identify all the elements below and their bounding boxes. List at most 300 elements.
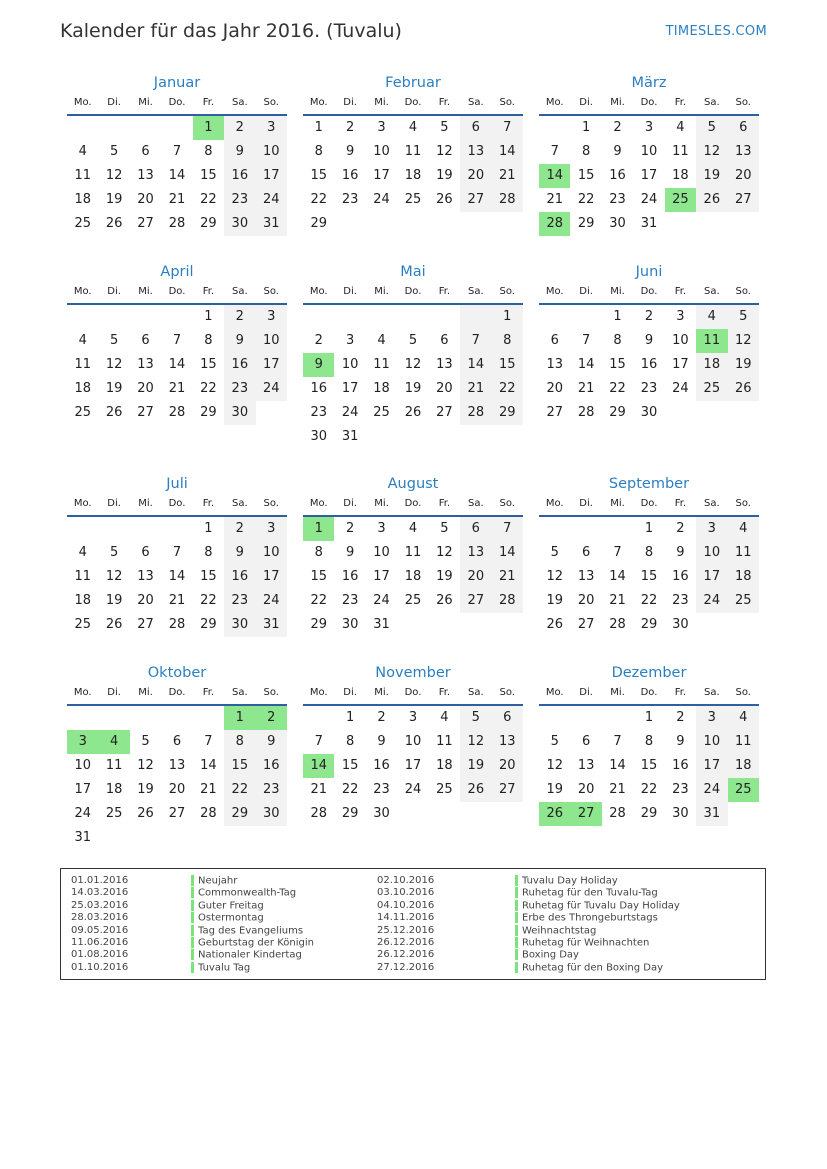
- day-cell: 1: [644, 521, 654, 536]
- weekday-label: Sa.: [231, 97, 248, 108]
- day-cell: 11: [728, 730, 759, 754]
- month-2: [303, 72, 523, 236]
- day-cell: 31: [256, 613, 287, 637]
- day-cell: 8: [581, 144, 591, 159]
- month-name: August: [387, 476, 439, 492]
- day-cell: 11: [74, 569, 91, 584]
- day-cell: 10: [696, 730, 727, 754]
- day-cell: 13: [137, 569, 154, 584]
- day-cell: 22: [577, 192, 595, 207]
- legend-date: 14.11.2016: [377, 912, 435, 924]
- day-cell: 25: [728, 778, 759, 802]
- day-cell: 6: [141, 545, 150, 560]
- day-cell: 12: [728, 329, 759, 353]
- day-cell: 6: [492, 706, 523, 730]
- empty-cell: [602, 706, 633, 730]
- day-cell: 2: [676, 710, 685, 725]
- weekday-label: Di.: [343, 498, 357, 509]
- weekday-label: Di.: [107, 286, 121, 297]
- day-cell: 9: [676, 734, 685, 749]
- legend-holiday: [515, 875, 680, 887]
- day-cell: 24: [74, 806, 91, 821]
- day-cell: 11: [728, 541, 759, 565]
- day-cell: 9: [224, 140, 255, 164]
- day-cell: 25: [105, 806, 123, 821]
- day-cell: 17: [404, 758, 422, 773]
- day-cell: 8: [613, 333, 622, 348]
- day-cell: 28: [168, 617, 186, 632]
- day-cell: 23: [640, 381, 658, 396]
- legend-date: 03.10.2016: [377, 887, 435, 899]
- weekday-label: Di.: [343, 687, 357, 698]
- weekday-label: So.: [499, 97, 515, 108]
- day-cell: 8: [204, 333, 213, 348]
- day-cell: 18: [74, 593, 91, 608]
- day-cell: 23: [341, 192, 359, 207]
- day-cell: 27: [460, 589, 491, 613]
- day-cell: 29: [341, 806, 359, 821]
- day-cell: 13: [137, 357, 154, 372]
- weekday-header: [539, 94, 759, 116]
- day-cell: 3: [67, 730, 98, 754]
- day-cell: 20: [460, 164, 491, 188]
- day-cell: 28: [492, 188, 523, 212]
- day-cell: 5: [141, 734, 150, 749]
- day-cell: 27: [137, 405, 154, 420]
- weekday-label: Mo.: [309, 286, 328, 297]
- day-cell: 19: [105, 381, 123, 396]
- day-cell: 22: [640, 593, 658, 608]
- weekday-label: Do.: [404, 286, 422, 297]
- day-cell: 24: [640, 192, 658, 207]
- day-cell: 26: [105, 405, 123, 420]
- day-cell: 26: [404, 405, 422, 420]
- day-cell: 20: [460, 565, 491, 589]
- day-cell: 19: [436, 569, 453, 584]
- day-cell: 6: [581, 734, 591, 749]
- day-cell: 8: [644, 545, 654, 560]
- day-cell: 14: [168, 569, 186, 584]
- day-cell: 1: [644, 710, 654, 725]
- day-cell: 9: [224, 329, 255, 353]
- day-cell: 18: [404, 569, 422, 584]
- weekday-label: Do.: [640, 286, 658, 297]
- day-cell: 16: [224, 164, 255, 188]
- day-cell: 7: [613, 545, 622, 560]
- day-cell: 27: [137, 617, 154, 632]
- legend-holiday-name: Boxing Day: [522, 949, 579, 961]
- weekday-header: [67, 283, 287, 305]
- day-cell: 15: [341, 758, 359, 773]
- day-cell: 9: [303, 353, 334, 377]
- day-cell: 20: [137, 381, 154, 396]
- day-cell: 26: [728, 377, 759, 401]
- weekday-label: Mi.: [374, 97, 389, 108]
- weekday-label: Mo.: [545, 97, 564, 108]
- day-cell: 26: [105, 617, 123, 632]
- day-cell: 4: [728, 706, 759, 730]
- day-cell: 27: [577, 617, 595, 632]
- empty-cell: [460, 305, 491, 329]
- weekday-label: Do.: [640, 498, 658, 509]
- day-cell: 16: [224, 353, 255, 377]
- legend-marker: [515, 875, 518, 886]
- legend-holiday: [515, 925, 680, 937]
- legend-holiday-name: Commonwealth-Tag: [198, 887, 297, 899]
- day-cell: 18: [105, 782, 123, 797]
- weekday-label: Sa.: [467, 498, 484, 509]
- legend-date: 26.12.2016: [377, 949, 435, 961]
- day-cell: 3: [408, 710, 418, 725]
- empty-cell: [539, 305, 570, 329]
- weekday-label: Mo.: [545, 687, 564, 698]
- day-cell: 31: [373, 617, 390, 632]
- empty-cell: [161, 305, 192, 329]
- day-cell: 30: [672, 617, 689, 632]
- legend-holiday: [515, 962, 680, 974]
- day-cell: 24: [373, 192, 390, 207]
- day-cell: 10: [373, 545, 390, 560]
- day-cell: 26: [137, 806, 154, 821]
- day-cell: 17: [256, 353, 287, 377]
- page-title: Kalender für das Jahr 2016. (Tuvalu): [60, 20, 402, 42]
- month-name: Mai: [400, 264, 426, 280]
- month-5: [303, 261, 523, 449]
- legend-holiday: [191, 875, 314, 887]
- legend-date: 09.05.2016: [71, 924, 129, 936]
- legend-holiday: [515, 887, 680, 899]
- weekday-label: Fr.: [438, 286, 451, 297]
- legend-marker: [191, 937, 194, 948]
- day-grid: [303, 517, 523, 637]
- weekday-label: Fr.: [674, 498, 687, 509]
- day-cell: 5: [109, 144, 119, 159]
- weekday-label: Fr.: [202, 498, 215, 509]
- legend-holiday-name: Tuvalu Day Holiday: [522, 875, 618, 887]
- day-cell: 30: [341, 617, 359, 632]
- day-cell: 9: [345, 545, 355, 560]
- day-cell: 12: [105, 569, 123, 584]
- weekday-header: [303, 495, 523, 517]
- weekday-label: Mo.: [309, 498, 328, 509]
- day-cell: 10: [256, 140, 287, 164]
- day-cell: 23: [341, 593, 359, 608]
- day-cell: 6: [440, 333, 449, 348]
- weekday-label: Mo.: [309, 687, 328, 698]
- day-cell: 25: [74, 617, 91, 632]
- empty-cell: [130, 116, 161, 140]
- day-cell: 9: [644, 333, 654, 348]
- day-cell: 22: [310, 593, 327, 608]
- day-cell: 19: [546, 782, 563, 797]
- day-cell: 2: [314, 333, 323, 348]
- empty-cell: [161, 116, 192, 140]
- weekday-label: Sa.: [467, 687, 484, 698]
- empty-cell: [67, 305, 98, 329]
- legend-holiday: [515, 912, 680, 924]
- day-cell: 29: [310, 216, 327, 231]
- weekday-label: Mo.: [73, 97, 92, 108]
- day-cell: 23: [224, 377, 255, 401]
- day-cell: 10: [74, 758, 91, 773]
- day-cell: 26: [546, 617, 563, 632]
- day-cell: 29: [200, 405, 217, 420]
- day-cell: 13: [546, 357, 563, 372]
- day-cell: 17: [373, 168, 390, 183]
- weekday-label: Sa.: [703, 498, 720, 509]
- day-cell: 8: [224, 730, 255, 754]
- day-cell: 1: [204, 309, 213, 324]
- month-name: Januar: [153, 75, 201, 91]
- legend-holiday-name: Weihnachtstag: [522, 925, 597, 937]
- day-cell: 9: [224, 541, 255, 565]
- day-cell: 15: [609, 357, 626, 372]
- weekday-header: [303, 684, 523, 706]
- month-8: [303, 473, 523, 637]
- legend-names-left: [191, 875, 314, 974]
- day-cell: 25: [373, 405, 390, 420]
- legend-marker: [515, 925, 518, 936]
- day-cell: 2: [224, 517, 255, 541]
- day-cell: 4: [408, 120, 418, 135]
- legend-date: 25.12.2016: [377, 924, 435, 936]
- day-cell: 26: [539, 802, 570, 826]
- day-cell: 2: [345, 521, 355, 536]
- day-cell: 18: [74, 381, 91, 396]
- day-cell: 3: [377, 120, 386, 135]
- day-cell: 21: [168, 192, 186, 207]
- day-cell: 17: [640, 168, 658, 183]
- day-cell: 12: [546, 758, 563, 773]
- day-cell: 5: [109, 545, 119, 560]
- weekday-header: [539, 684, 759, 706]
- day-cell: 29: [310, 617, 327, 632]
- day-cell: 2: [613, 120, 622, 135]
- weekday-label: Fr.: [202, 97, 215, 108]
- day-cell: 22: [200, 381, 217, 396]
- day-cell: 3: [256, 305, 287, 329]
- day-cell: 10: [640, 144, 658, 159]
- weekday-header: [67, 495, 287, 517]
- day-cell: 17: [672, 357, 689, 372]
- day-grid: [303, 305, 523, 449]
- day-cell: 3: [696, 706, 727, 730]
- weekday-label: So.: [263, 498, 279, 509]
- day-cell: 27: [570, 802, 601, 826]
- brand-logo-text[interactable]: TIMESLES.COM: [665, 24, 767, 39]
- weekday-label: Mi.: [138, 97, 153, 108]
- empty-cell: [539, 517, 570, 541]
- day-cell: 3: [696, 517, 727, 541]
- weekday-label: So.: [499, 498, 515, 509]
- day-cell: 25: [665, 188, 696, 212]
- day-cell: 24: [256, 589, 287, 613]
- empty-cell: [539, 706, 570, 730]
- day-cell: 20: [137, 593, 154, 608]
- day-grid: [539, 305, 759, 425]
- day-cell: 17: [696, 754, 727, 778]
- day-cell: 22: [640, 782, 658, 797]
- day-cell: 25: [404, 593, 422, 608]
- day-cell: 17: [373, 569, 390, 584]
- day-cell: 17: [256, 565, 287, 589]
- day-cell: 29: [609, 405, 626, 420]
- day-cell: 13: [460, 140, 491, 164]
- day-cell: 28: [609, 806, 626, 821]
- legend-holiday: [191, 925, 314, 937]
- empty-cell: [397, 305, 428, 329]
- day-cell: 17: [696, 565, 727, 589]
- day-cell: 14: [492, 140, 523, 164]
- month-name: April: [160, 264, 194, 280]
- day-cell: 29: [577, 216, 595, 231]
- legend-marker: [191, 949, 194, 960]
- day-cell: 13: [577, 758, 595, 773]
- day-cell: 2: [256, 706, 287, 730]
- legend-marker: [515, 949, 518, 960]
- weekday-label: Sa.: [703, 687, 720, 698]
- legend-date: 27.12.2016: [377, 961, 435, 973]
- legend-date: 28.03.2016: [71, 912, 129, 924]
- day-cell: 23: [224, 188, 255, 212]
- day-cell: 22: [200, 593, 217, 608]
- day-cell: 27: [168, 806, 186, 821]
- day-cell: 4: [78, 144, 87, 159]
- day-cell: 2: [224, 305, 255, 329]
- legend-holiday: [191, 962, 314, 974]
- day-cell: 23: [224, 589, 255, 613]
- day-cell: 22: [224, 778, 255, 802]
- weekday-label: Fr.: [438, 498, 451, 509]
- day-cell: 15: [224, 754, 255, 778]
- day-cell: 20: [137, 192, 154, 207]
- empty-cell: [98, 116, 129, 140]
- day-cell: 5: [550, 734, 559, 749]
- day-cell: 12: [105, 168, 123, 183]
- legend-holiday: [515, 949, 680, 961]
- legend-date: 25.03.2016: [71, 899, 129, 911]
- day-grid: [67, 517, 287, 637]
- day-cell: 29: [224, 802, 255, 826]
- weekday-label: Di.: [107, 498, 121, 509]
- day-cell: 26: [436, 192, 453, 207]
- day-grid: [539, 116, 759, 236]
- day-cell: 14: [609, 758, 626, 773]
- month-9: [539, 473, 759, 637]
- day-cell: 30: [609, 216, 626, 231]
- weekday-label: Do.: [168, 286, 186, 297]
- weekday-label: Sa.: [467, 97, 484, 108]
- legend-holiday-name: Ostermontag: [198, 912, 264, 924]
- empty-cell: [429, 305, 460, 329]
- day-cell: 2: [644, 309, 654, 324]
- month-10: [67, 662, 287, 850]
- day-cell: 12: [105, 357, 123, 372]
- day-cell: 29: [640, 806, 658, 821]
- empty-cell: [161, 706, 192, 730]
- day-cell: 16: [672, 569, 689, 584]
- day-cell: 1: [204, 521, 213, 536]
- day-cell: 7: [550, 144, 559, 159]
- day-cell: 23: [256, 778, 287, 802]
- legend-holiday-name: Ruhetag für Tuvalu Day Holiday: [522, 900, 680, 912]
- day-cell: 28: [492, 589, 523, 613]
- day-cell: 15: [640, 569, 658, 584]
- legend-marker: [515, 962, 518, 973]
- weekday-label: Di.: [579, 97, 593, 108]
- day-cell: 3: [345, 333, 355, 348]
- day-cell: 5: [440, 521, 449, 536]
- day-cell: 14: [168, 357, 186, 372]
- day-cell: 23: [672, 593, 689, 608]
- day-cell: 6: [460, 116, 491, 140]
- day-cell: 28: [609, 617, 626, 632]
- empty-cell: [366, 305, 397, 329]
- day-cell: 31: [696, 802, 727, 826]
- day-cell: 21: [492, 164, 523, 188]
- legend-date: 14.03.2016: [71, 887, 129, 899]
- legend-marker: [191, 962, 194, 973]
- month-7: [67, 473, 287, 637]
- empty-cell: [161, 517, 192, 541]
- empty-cell: [570, 305, 601, 329]
- month-1: [67, 72, 287, 236]
- day-cell: 24: [696, 589, 727, 613]
- empty-cell: [67, 706, 98, 730]
- day-cell: 6: [460, 517, 491, 541]
- weekday-label: Mi.: [610, 687, 625, 698]
- day-cell: 30: [256, 802, 287, 826]
- day-cell: 5: [696, 116, 727, 140]
- day-cell: 7: [172, 333, 182, 348]
- empty-cell: [570, 706, 601, 730]
- day-cell: 29: [200, 216, 217, 231]
- day-cell: 23: [373, 782, 390, 797]
- day-cell: 18: [672, 168, 689, 183]
- day-cell: 30: [672, 806, 689, 821]
- weekday-label: Do.: [404, 97, 422, 108]
- legend-holiday-name: Neujahr: [198, 875, 238, 887]
- empty-cell: [98, 517, 129, 541]
- day-cell: 5: [109, 333, 119, 348]
- legend-marker: [191, 887, 194, 898]
- legend-date: 02.10.2016: [377, 875, 435, 886]
- day-cell: 13: [137, 168, 154, 183]
- day-cell: 28: [460, 401, 491, 425]
- empty-cell: [570, 517, 601, 541]
- day-cell: 6: [141, 333, 150, 348]
- day-cell: 22: [492, 377, 523, 401]
- weekday-label: Mo.: [545, 498, 564, 509]
- day-cell: 20: [546, 381, 563, 396]
- day-cell: 26: [460, 778, 491, 802]
- day-cell: 26: [105, 216, 123, 231]
- day-cell: 15: [492, 353, 523, 377]
- weekday-label: Do.: [404, 498, 422, 509]
- legend-holiday: [515, 900, 680, 912]
- day-cell: 15: [200, 357, 217, 372]
- day-cell: 15: [577, 168, 595, 183]
- weekday-label: Fr.: [674, 286, 687, 297]
- empty-cell: [193, 706, 224, 730]
- day-cell: 10: [672, 333, 689, 348]
- legend-marker: [515, 937, 518, 948]
- weekday-label: Do.: [640, 687, 658, 698]
- day-cell: 8: [644, 734, 654, 749]
- day-cell: 18: [728, 754, 759, 778]
- day-cell: 7: [172, 144, 182, 159]
- day-cell: 21: [168, 381, 186, 396]
